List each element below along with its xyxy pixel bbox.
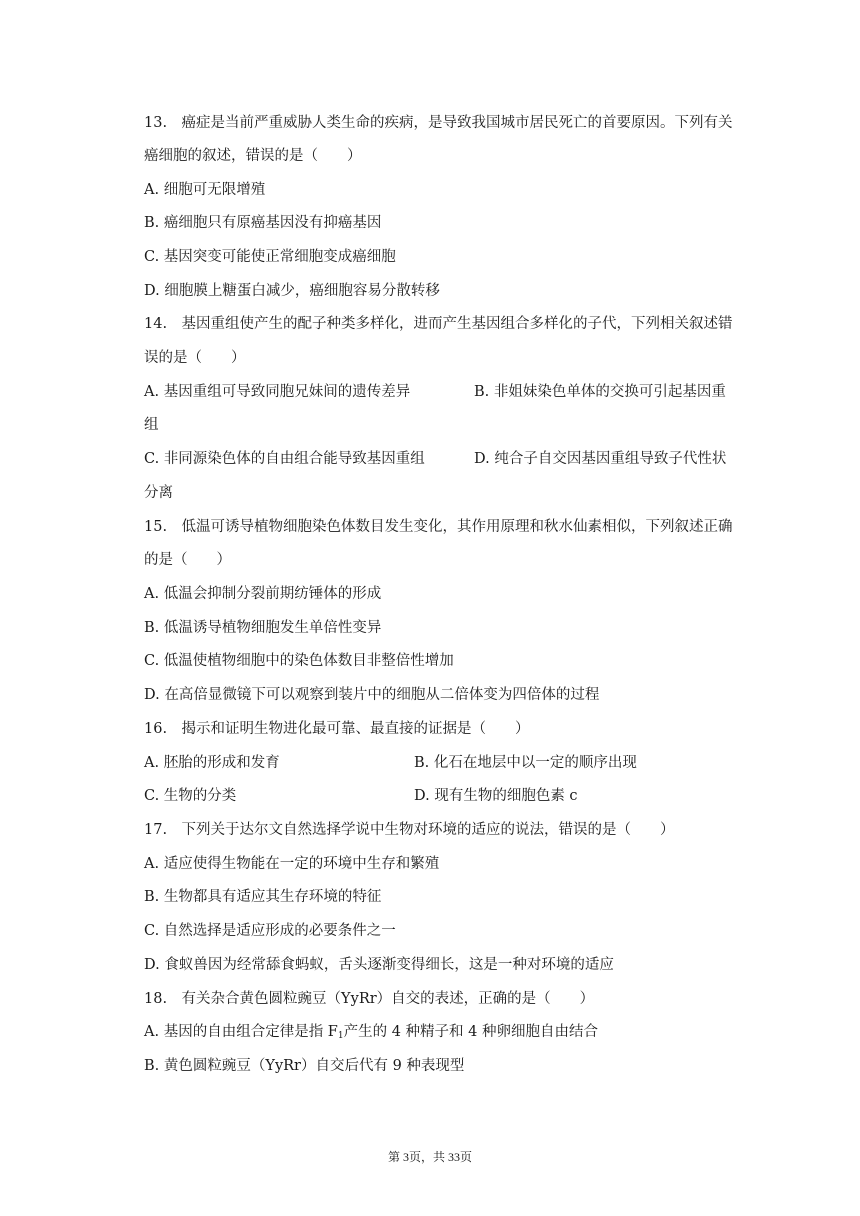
q18-option-a [144,1022,598,1046]
q18-option-a-pre: A. 基因的自由组合定律是指 F [144,1024,338,1040]
q14-option-b-cont: 组 [144,417,159,433]
q18-option-b: B. 黄色圆粒豌豆（YyRr）自交后代有 9 种表现型 [144,1058,465,1074]
q16-option-c: C. 生物的分类 [144,788,237,804]
q13-option-a: A. 细胞可无限增殖 [144,182,266,198]
q17-stem-line1: 17. 下列关于达尔文自然选择学说中生物对环境的适应的说法，错误的是（ ） [144,822,675,838]
q14-option-d: D. 纯合子自交因基因重组导致子代性状 [474,451,727,467]
q15-stem-line1: 15. 低温可诱导植物细胞染色体数目发生变化，其作用原理和秋水仙素相似，下列叙述正确 [144,519,733,535]
q14-option-c: C. 非同源染色体的自由组合能导致基因重组 [144,451,425,467]
q13-option-d: D. 细胞膜上糖蛋白减少，癌细胞容易分散转移 [144,283,440,299]
q18-option-a-subscript: 1 [337,1031,344,1041]
q15-option-c: C. 低温使植物细胞中的染色体数目非整倍性增加 [144,653,454,669]
q16-stem-line1: 16. 揭示和证明生物进化最可靠、最直接的证据是（ ） [144,721,530,737]
q14-option-b: B. 非姐妹染色单体的交换可引起基因重 [474,384,726,400]
q13-option-c: C. 基因突变可能使正常细胞变成癌细胞 [144,249,396,265]
q16-option-a: A. 胚胎的形成和发育 [144,755,280,771]
q15-stem-line2: 的是（ ） [144,552,231,568]
q16-option-b: B. 化石在地层中以一定的顺序出现 [414,755,637,771]
q15-option-d: D. 在高倍显微镜下可以观察到装片中的细胞从二倍体变为四倍体的过程 [144,687,600,703]
q14-stem-line2: 误的是（ ） [144,350,246,366]
q14-option-d-cont: 分离 [144,485,173,501]
q15-option-b: B. 低温诱导植物细胞发生单倍性变异 [144,620,382,636]
q14-option-a: A. 基因重组可导致同胞兄妹间的遗传差异 [144,384,411,400]
q13-stem-line2: 癌细胞的叙述，错误的是（ ） [144,148,362,164]
q17-option-c: C. 自然选择是适应形成的必要条件之一 [144,923,396,939]
q13-stem-line1: 13. 癌症是当前严重威胁人类生命的疾病，是导致我国城市居民死亡的首要原因。下列有关 [144,115,733,131]
q13-option-b: B. 癌细胞只有原癌基因没有抑癌基因 [144,215,382,231]
q15-option-a: A. 低温会抑制分裂前期纺锤体的形成 [144,586,382,602]
q16-option-d: D. 现有生物的细胞色素 c [414,788,578,804]
q18-option-a-post: 产生的 4 种精子和 4 种卵细胞自由结合 [343,1024,598,1040]
page-footer: 第 3页，共 33页 [387,1150,472,1164]
q14-stem-line1: 14. 基因重组使产生的配子种类多样化，进而产生基因组合多样化的子代，下列相关叙述错 [144,316,733,332]
q17-option-d: D. 食蚁兽因为经常舔食蚂蚁，舌头逐渐变得细长，这是一种对环境的适应 [144,957,614,973]
q17-option-a: A. 适应使得生物能在一定的环境中生存和繁殖 [144,856,440,872]
q18-stem-line1: 18. 有关杂合黄色圆粒豌豆（YyRr）自交的表述，正确的是（ ） [144,991,595,1007]
q17-option-b: B. 生物都具有适应其生存环境的特征 [144,889,382,905]
